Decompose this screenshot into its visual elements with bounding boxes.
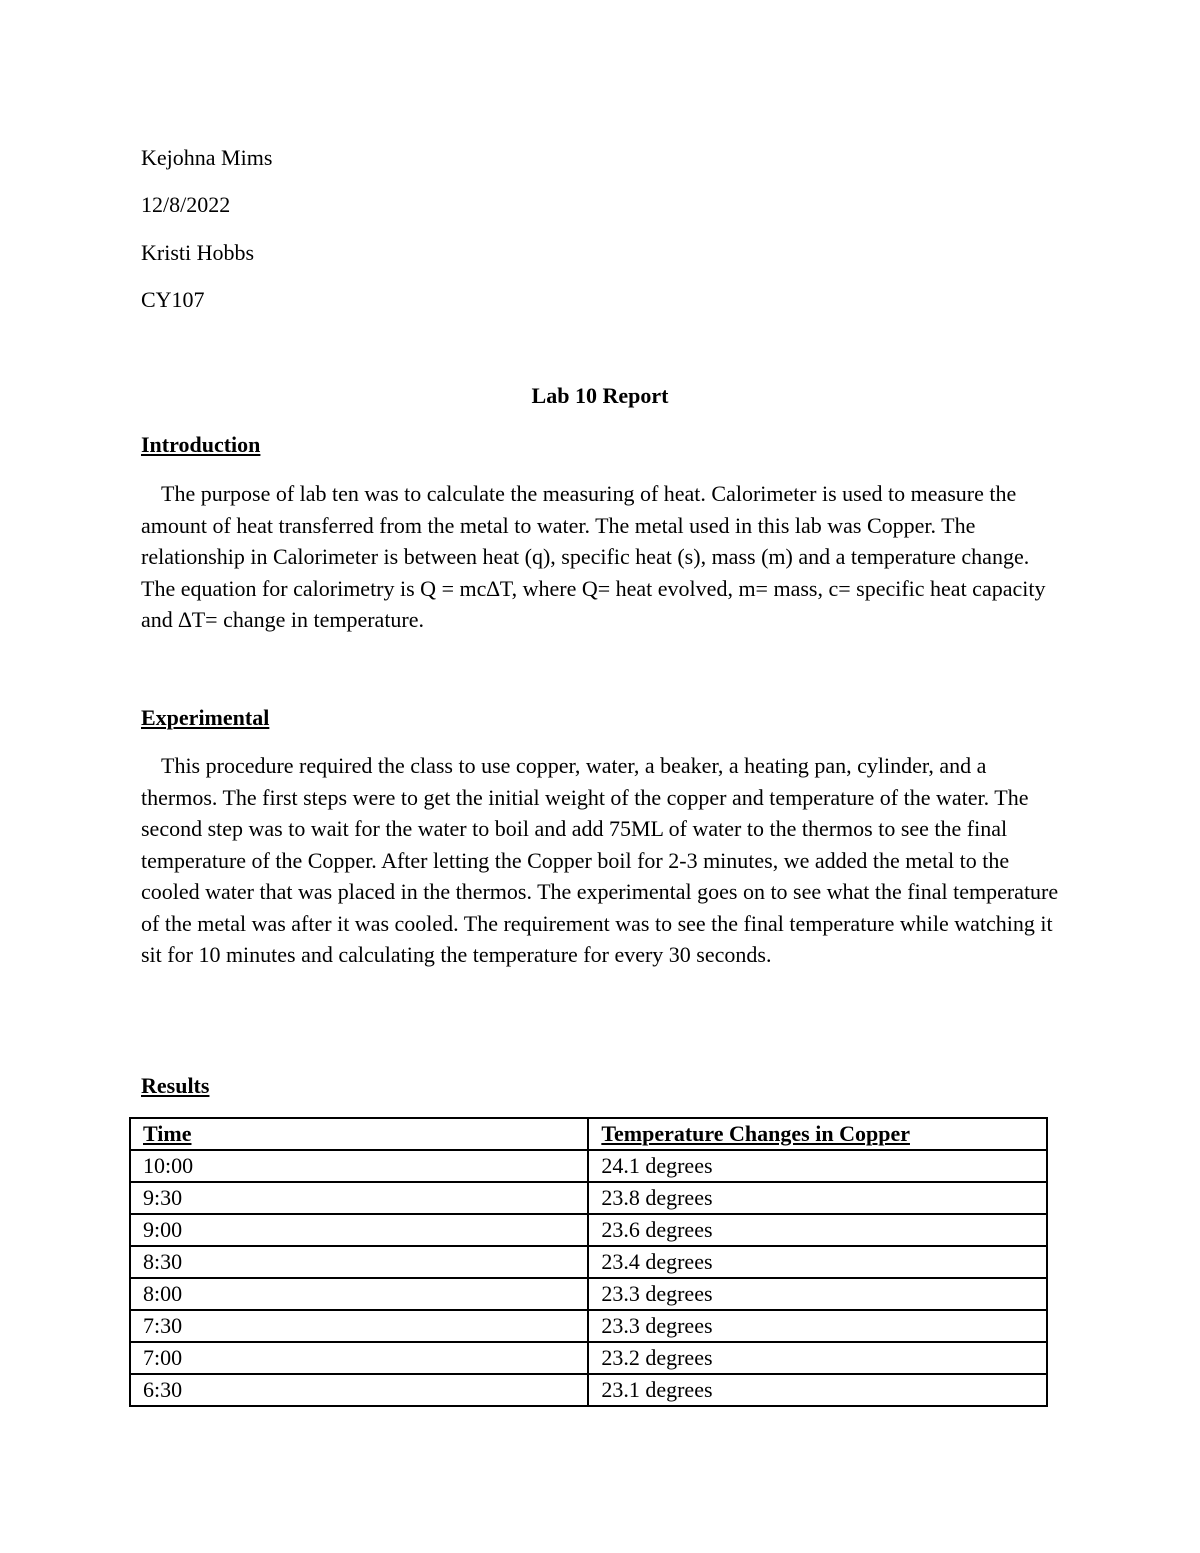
- instructor-name: Kristi Hobbs: [141, 240, 255, 265]
- time-column-header: Time: [130, 1118, 588, 1150]
- temperature-cell: 23.3 degrees: [588, 1278, 1047, 1310]
- course-code: CY107: [141, 287, 205, 312]
- temperature-cell: 23.2 degrees: [588, 1342, 1047, 1374]
- table-header-row: [130, 1118, 1047, 1150]
- time-cell: 9:00: [130, 1214, 588, 1246]
- temperature-cell: 23.1 degrees: [588, 1374, 1047, 1406]
- report-title: Lab 10 Report: [531, 383, 669, 408]
- experimental-paragraph: This procedure required the class to use copper, water, a beaker, a heating pan, cylinder, and a thermos. The first steps were to get the initial weight of the copper and temperature of the water. The second step was to wait for the water to boil and add 75ML of water to the thermos to see the final temperature of the Copper. After letting the Copper boil for 2-3 minutes, we added the metal to the cooled water that was placed in the thermos. The experimental goes on to see what the final temperature of the metal was after it was cooled. The requirement was to see the final temperature while watching it sit for 10 minutes and calculating the temperature for every 30 seconds.: [141, 753, 1059, 967]
- table-row: [130, 1214, 1047, 1246]
- experimental-heading: Experimental: [141, 705, 270, 730]
- temperature-cell: 23.3 degrees: [588, 1310, 1047, 1342]
- table-row: [130, 1182, 1047, 1214]
- temperature-cell: 23.6 degrees: [588, 1214, 1047, 1246]
- time-cell: 9:30: [130, 1182, 588, 1214]
- time-cell: 10:00: [130, 1150, 588, 1182]
- table-row: [130, 1342, 1047, 1374]
- report-date: 12/8/2022: [141, 192, 231, 217]
- results-table: [129, 1117, 1048, 1407]
- temperature-cell: 23.4 degrees: [588, 1246, 1047, 1278]
- temperature-column-header: Temperature Changes in Copper: [588, 1118, 1047, 1150]
- time-cell: 7:00: [130, 1342, 588, 1374]
- student-name: Kejohna Mims: [141, 145, 273, 170]
- time-cell: 6:30: [130, 1374, 588, 1406]
- table-row: [130, 1310, 1047, 1342]
- time-cell: 8:30: [130, 1246, 588, 1278]
- time-cell: 7:30: [130, 1310, 588, 1342]
- table-row: [130, 1246, 1047, 1278]
- table-row: [130, 1150, 1047, 1182]
- time-cell: 8:00: [130, 1278, 588, 1310]
- introduction-heading: Introduction: [141, 432, 261, 457]
- temperature-cell: 23.8 degrees: [588, 1182, 1047, 1214]
- introduction-paragraph: The purpose of lab ten was to calculate the measuring of heat. Calorimeter is used to measure the amount of heat transferred from the metal to water. The metal used in this lab was Copper. The relationship in Calorimeter is between heat (q), specific heat (s), mass (m) and a temperature change. The equation for calorimetry is Q = mc∆T, where Q= heat evolved, m= mass, c= specific heat capacity and ∆T= change in temperature.: [141, 481, 1046, 632]
- table-row: [130, 1278, 1047, 1310]
- results-heading: Results: [141, 1073, 210, 1098]
- temperature-cell: 24.1 degrees: [588, 1150, 1047, 1182]
- table-row: [130, 1374, 1047, 1406]
